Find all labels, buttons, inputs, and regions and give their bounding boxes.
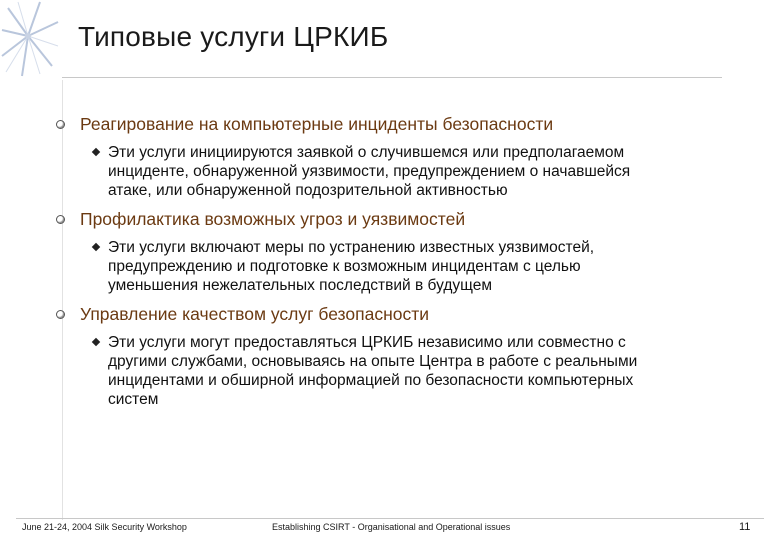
section-detail-quality-management (56, 333, 756, 409)
section-heading-text: Реагирование на компьютерные инциденты безопасности (80, 114, 554, 134)
detail-line: уменьшения нежелательных последствий в будущем (108, 277, 492, 294)
diamond-bullet-icon (92, 243, 100, 251)
footer-divider (16, 518, 764, 519)
starburst-icon (0, 0, 62, 80)
sphere-bullet-icon (56, 120, 65, 129)
section-heading-quality-management (56, 303, 756, 325)
detail-line: инциденте, обнаруженной уязвимости, предупреждением о начавшейся (108, 163, 631, 180)
footer-presentation-title: Establishing CSIRT - Organisational and Operational issues (272, 522, 511, 532)
detail-line: предупреждению и подготовке к возможным инцидентам с целью (108, 258, 581, 275)
section-heading-text: Профилактика возможных угроз и уязвимостей (80, 209, 466, 229)
detail-line: атаке, или обнаруженной подозрительной активностью (108, 182, 508, 199)
section-detail-incident-response (56, 143, 756, 200)
title-divider (62, 77, 722, 78)
section-heading-prevention (56, 208, 756, 230)
section-heading-text: Управление качеством услуг безопасности (80, 304, 430, 324)
detail-line: другими службами, основываясь на опыте Центра в работе с реальными (108, 353, 638, 370)
sphere-bullet-icon (56, 310, 65, 319)
footer-event: June 21-24, 2004 Silk Security Workshop (22, 522, 187, 532)
diamond-bullet-icon (92, 338, 100, 346)
section-detail-prevention (56, 238, 756, 295)
sphere-bullet-icon (56, 215, 65, 224)
detail-line: Эти услуги включают меры по устранению известных уязвимостей, (108, 239, 595, 256)
diamond-bullet-icon (92, 148, 100, 156)
detail-line: инцидентами и обширной информацией по безопасности компьютерных (108, 372, 634, 389)
detail-line: Эти услуги инициируются заявкой о случившемся или предполагаемом (108, 144, 625, 161)
detail-line: Эти услуги могут предоставляться ЦРКИБ независимо или совместно с (108, 334, 626, 351)
page-number: 11 (739, 521, 751, 533)
detail-line: систем (108, 391, 159, 408)
slide-content (56, 113, 756, 417)
section-heading-incident-response (56, 113, 756, 135)
slide-title: Типовые услуги ЦРКИБ (78, 21, 389, 52)
